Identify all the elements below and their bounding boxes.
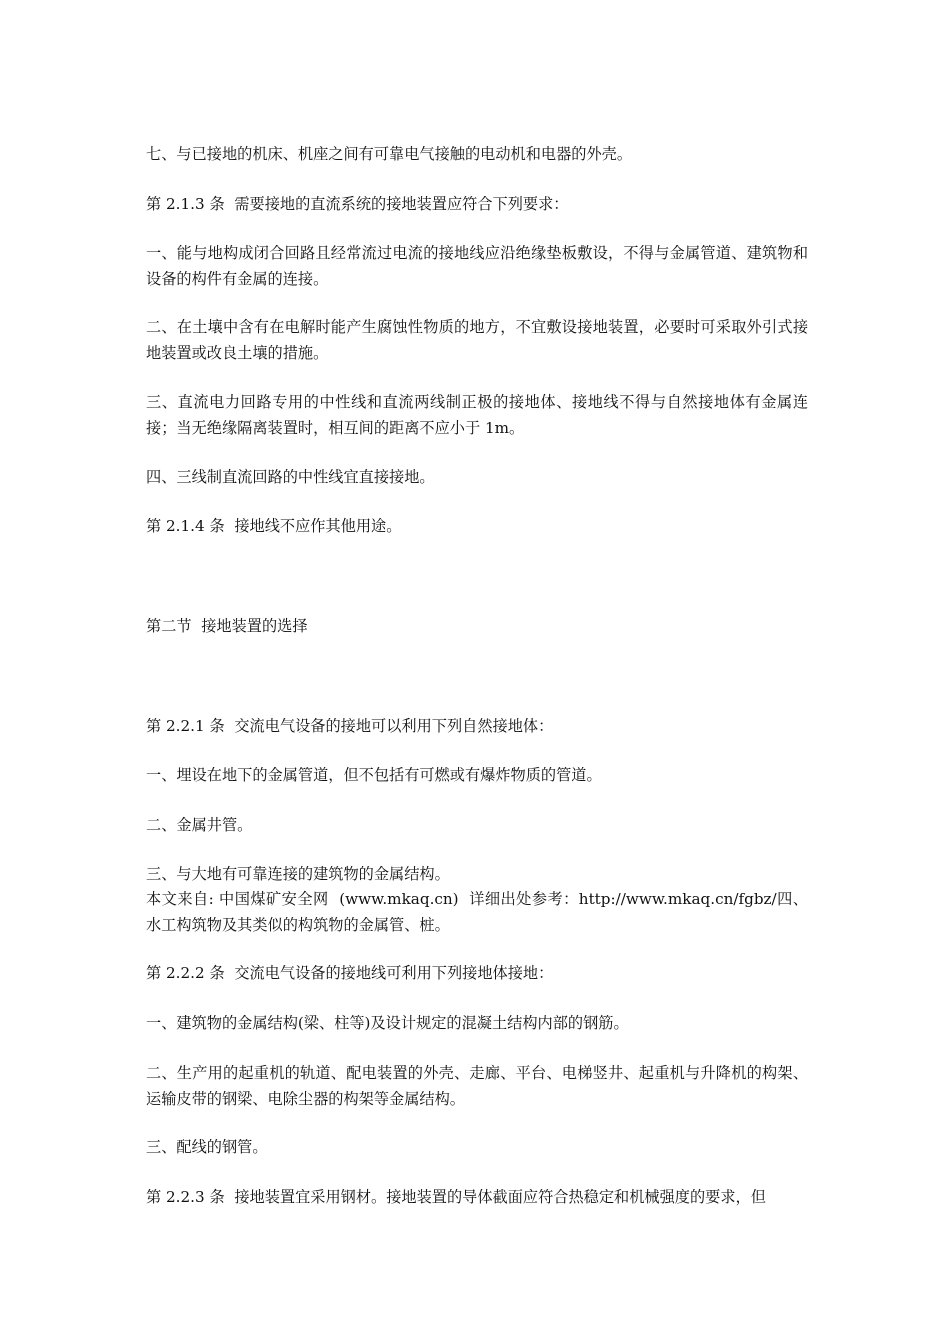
clause-2-2-1: 第 2.2.1 条 交流电气设备的接地可以利用下列自然接地体： xyxy=(146,717,554,735)
section-heading: 第二节 接地装置的选择 xyxy=(146,617,308,635)
paragraph-item-3: 三、直流电力回路专用的中性线和直流两线制正极的接地体、接地线不得与自然接地体有金属连接；当无绝缘隔离装置时，相互间的距离不应小于 1m。 xyxy=(146,393,808,437)
clause-2-2-2: 第 2.2.2 条 交流电气设备的接地线可利用下列接地体接地： xyxy=(146,964,554,982)
paragraph-item-2: 二、在土壤中含有在电解时能产生腐蚀性物质的地方，不宜敷设接地装置，必要时可采取外引式接地装置或改良土壤的措施。 xyxy=(146,318,808,362)
paragraph-item-4: 四、三线制直流回路的中性线宜直接接地。 xyxy=(146,468,435,486)
paragraph-item-2b: 二、金属井管。 xyxy=(146,816,253,834)
clause-2-1-3: 第 2.1.3 条 需要接地的直流系统的接地装置应符合下列要求： xyxy=(146,195,569,213)
paragraph-item-1: 一、能与地构成闭合回路且经常流过电流的接地线应沿绝缘垫板敷设，不得与金属管道、建筑物和设备的构件有金属的连接。 xyxy=(146,244,808,288)
clause-2-2-3: 第 2.2.3 条 接地装置宜采用钢材。接地装置的导体截面应符合热稳定和机械强度的要求，但 xyxy=(146,1188,766,1206)
paragraph-item-3c: 三、配线的钢管。 xyxy=(146,1138,268,1156)
paragraph-item-1c: 一、建筑物的金属结构(梁、柱等)及设计规定的混凝土结构内部的钢筋。 xyxy=(146,1014,629,1032)
source-note: 本文来自: 中国煤矿安全网 (www.mkaq.cn) 详细出处参考：http://www.mkaq.cn/fgbz/四、水工构筑物及其类似的构筑物的金属管、桩。 xyxy=(146,890,808,934)
paragraph-item-1b: 一、埋设在地下的金属管道，但不包括有可燃或有爆炸物质的管道。 xyxy=(146,766,602,784)
paragraph-item-3b: 三、与大地有可靠连接的建筑物的金属结构。 xyxy=(146,865,450,883)
paragraph-item-7: 七、与已接地的机床、机座之间有可靠电气接触的电动机和电器的外壳。 xyxy=(146,145,632,163)
clause-2-1-4: 第 2.1.4 条 接地线不应作其他用途。 xyxy=(146,517,402,535)
paragraph-item-2c: 二、生产用的起重机的轨道、配电装置的外壳、走廊、平台、电梯竖井、起重机与升降机的构架、运输皮带的钢梁、电除尘器的构架等金属结构。 xyxy=(146,1064,808,1108)
